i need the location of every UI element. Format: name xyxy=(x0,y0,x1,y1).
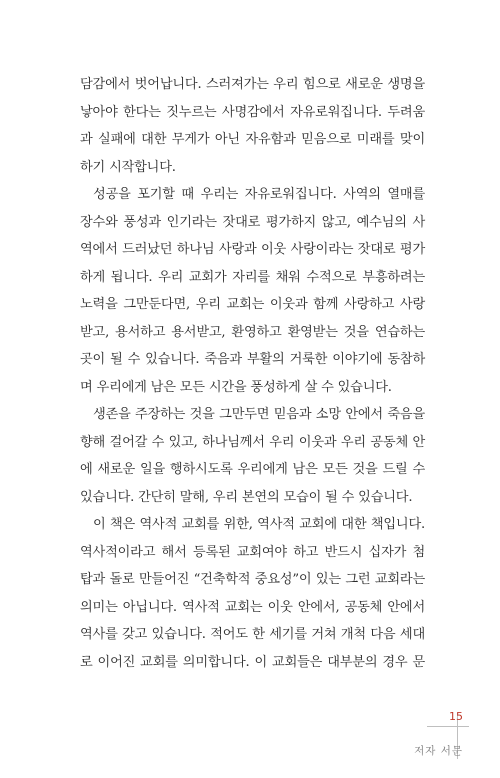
text-line: 역사를 갖고 있습니다. 적어도 한 세기를 거쳐 개척 다음 세대 xyxy=(80,627,425,642)
text-line: 낳아야 한다는 짓누르는 사명감에서 자유로워집니다. 두려움 xyxy=(80,104,425,120)
text-line: 역사적이라고 해서 등록된 교회여야 하고 반드시 십자가 첨 xyxy=(80,544,425,560)
text-line: 성공을 포기할 때 우리는 자유로워집니다. 사역의 열매를 xyxy=(93,187,425,202)
folio-divider xyxy=(427,726,469,727)
folio xyxy=(427,710,469,727)
text-line: 하게 됩니다. 우리 교회가 자리를 채워 수적으로 부흥하려는 xyxy=(80,269,425,285)
text-line: 역에서 드러났던 하나님 사랑과 이웃 사랑이라는 잣대로 평가 xyxy=(80,242,425,257)
paragraph xyxy=(80,181,425,401)
text-line: 며 우리에게 남은 모든 시간을 풍성하게 살 수 있습니다. xyxy=(80,379,392,395)
page-number: 15 xyxy=(449,710,463,723)
paragraph xyxy=(80,71,425,181)
text-line: 향해 걸어갈 수 있고, 하나님께서 우리 이웃과 우리 공동체 안 xyxy=(80,434,425,450)
text-line: 담감에서 벗어납니다. 스러져가는 우리 힘으로 새로운 생명을 xyxy=(80,77,425,92)
text-line: 탑과 돌로 만들어진 “건축학적 중요성”이 있는 그런 교회라는 xyxy=(80,572,425,587)
text-line: 생존을 주장하는 것을 그만두면 믿음과 소망 안에서 죽음을 xyxy=(93,407,425,422)
text-line: 있습니다. 간단히 말해, 우리 본연의 모습이 될 수 있습니다. xyxy=(80,489,413,505)
paragraph xyxy=(80,511,425,676)
text-line: 과 실패에 대한 무게가 아닌 자유함과 믿음으로 미래를 맞이 xyxy=(80,132,425,147)
text-line: 받고, 용서하고 용서받고, 환영하고 환영받는 것을 연습하는 xyxy=(80,324,425,340)
text-line: 의미는 아닙니다. 역사적 교회는 이웃 안에서, 공동체 안에서 xyxy=(80,599,425,615)
text-line: 장수와 풍성과 인기라는 잣대로 평가하지 않고, 예수님의 사 xyxy=(80,214,425,230)
text-line: 이 책은 역사적 교회를 위한, 역사적 교회에 대한 책입니다. xyxy=(93,517,425,532)
text-line: 로 이어진 교회를 의미합니다. 이 교회들은 대부분의 경우 문 xyxy=(80,654,425,670)
page-body xyxy=(80,71,425,676)
text-line: 하기 시작합니다. xyxy=(80,159,176,175)
paragraph xyxy=(80,401,425,511)
text-line: 노력을 그만둔다면, 우리 교회는 이웃과 함께 사랑하고 사랑 xyxy=(80,297,425,312)
running-title: 저자 서문 xyxy=(414,745,463,757)
text-line: 에 새로운 일을 행하시도록 우리에게 남은 모든 것을 드릴 수 xyxy=(80,462,425,477)
text-line: 곳이 될 수 있습니다. 죽음과 부활의 거룩한 이야기에 동참하 xyxy=(80,352,425,367)
